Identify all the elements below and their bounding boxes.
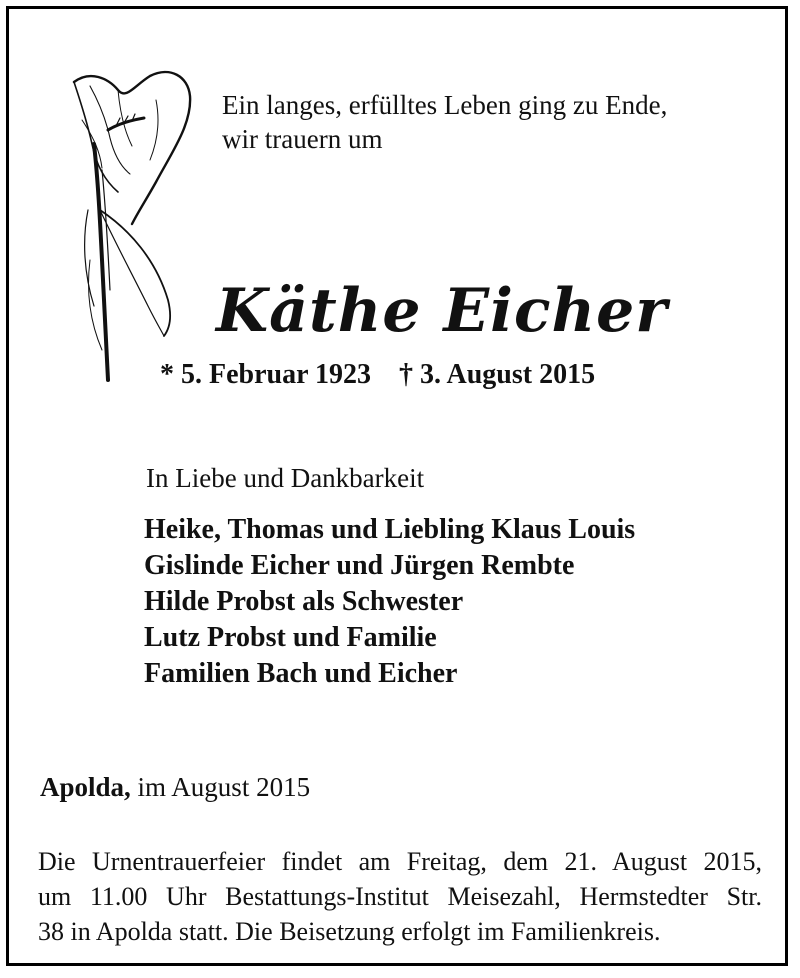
mourner-line: Gislinde Eicher und Jürgen Rembte xyxy=(144,550,575,581)
deceased-name: Käthe Eicher xyxy=(216,276,668,346)
mourner-line: Lutz Probst und Familie xyxy=(144,622,437,653)
calla-lily-icon xyxy=(60,60,210,390)
mourner-line: Heike, Thomas und Liebling Klaus Louis xyxy=(144,514,636,545)
intro-line-2: wir trauern um xyxy=(222,124,383,154)
mourner-line: Familien Bach und Eicher xyxy=(144,658,458,689)
birth-date: * 5. Februar 1923 xyxy=(160,359,372,390)
death-date: † 3. August 2015 xyxy=(399,359,596,390)
funeral-notice xyxy=(38,844,762,949)
intro-line-1: Ein langes, erfülltes Leben ging zu Ende, xyxy=(222,90,668,120)
life-dates xyxy=(160,358,595,392)
dedication-text: In Liebe und Dankbarkeit xyxy=(146,463,425,493)
notice-line-3: 38 in Apolda statt. Die Beisetzung erfolgt im Familienkreis. xyxy=(38,917,661,946)
notice-line-2: um 11.00 Uhr Bestattungs-Institut Meisezahl, Hermstedter Str. xyxy=(38,882,762,911)
mourner-line: Hilde Probst als Schwester xyxy=(144,586,464,617)
place-date xyxy=(40,770,310,804)
intro-text xyxy=(222,88,667,156)
mourners-list xyxy=(144,512,635,692)
place-city: Apolda, xyxy=(40,772,131,802)
place-month: im August 2015 xyxy=(130,772,311,802)
notice-line-1: Die Urnentrauerfeier findet am Freitag, dem 21. August 2015, xyxy=(38,847,762,876)
